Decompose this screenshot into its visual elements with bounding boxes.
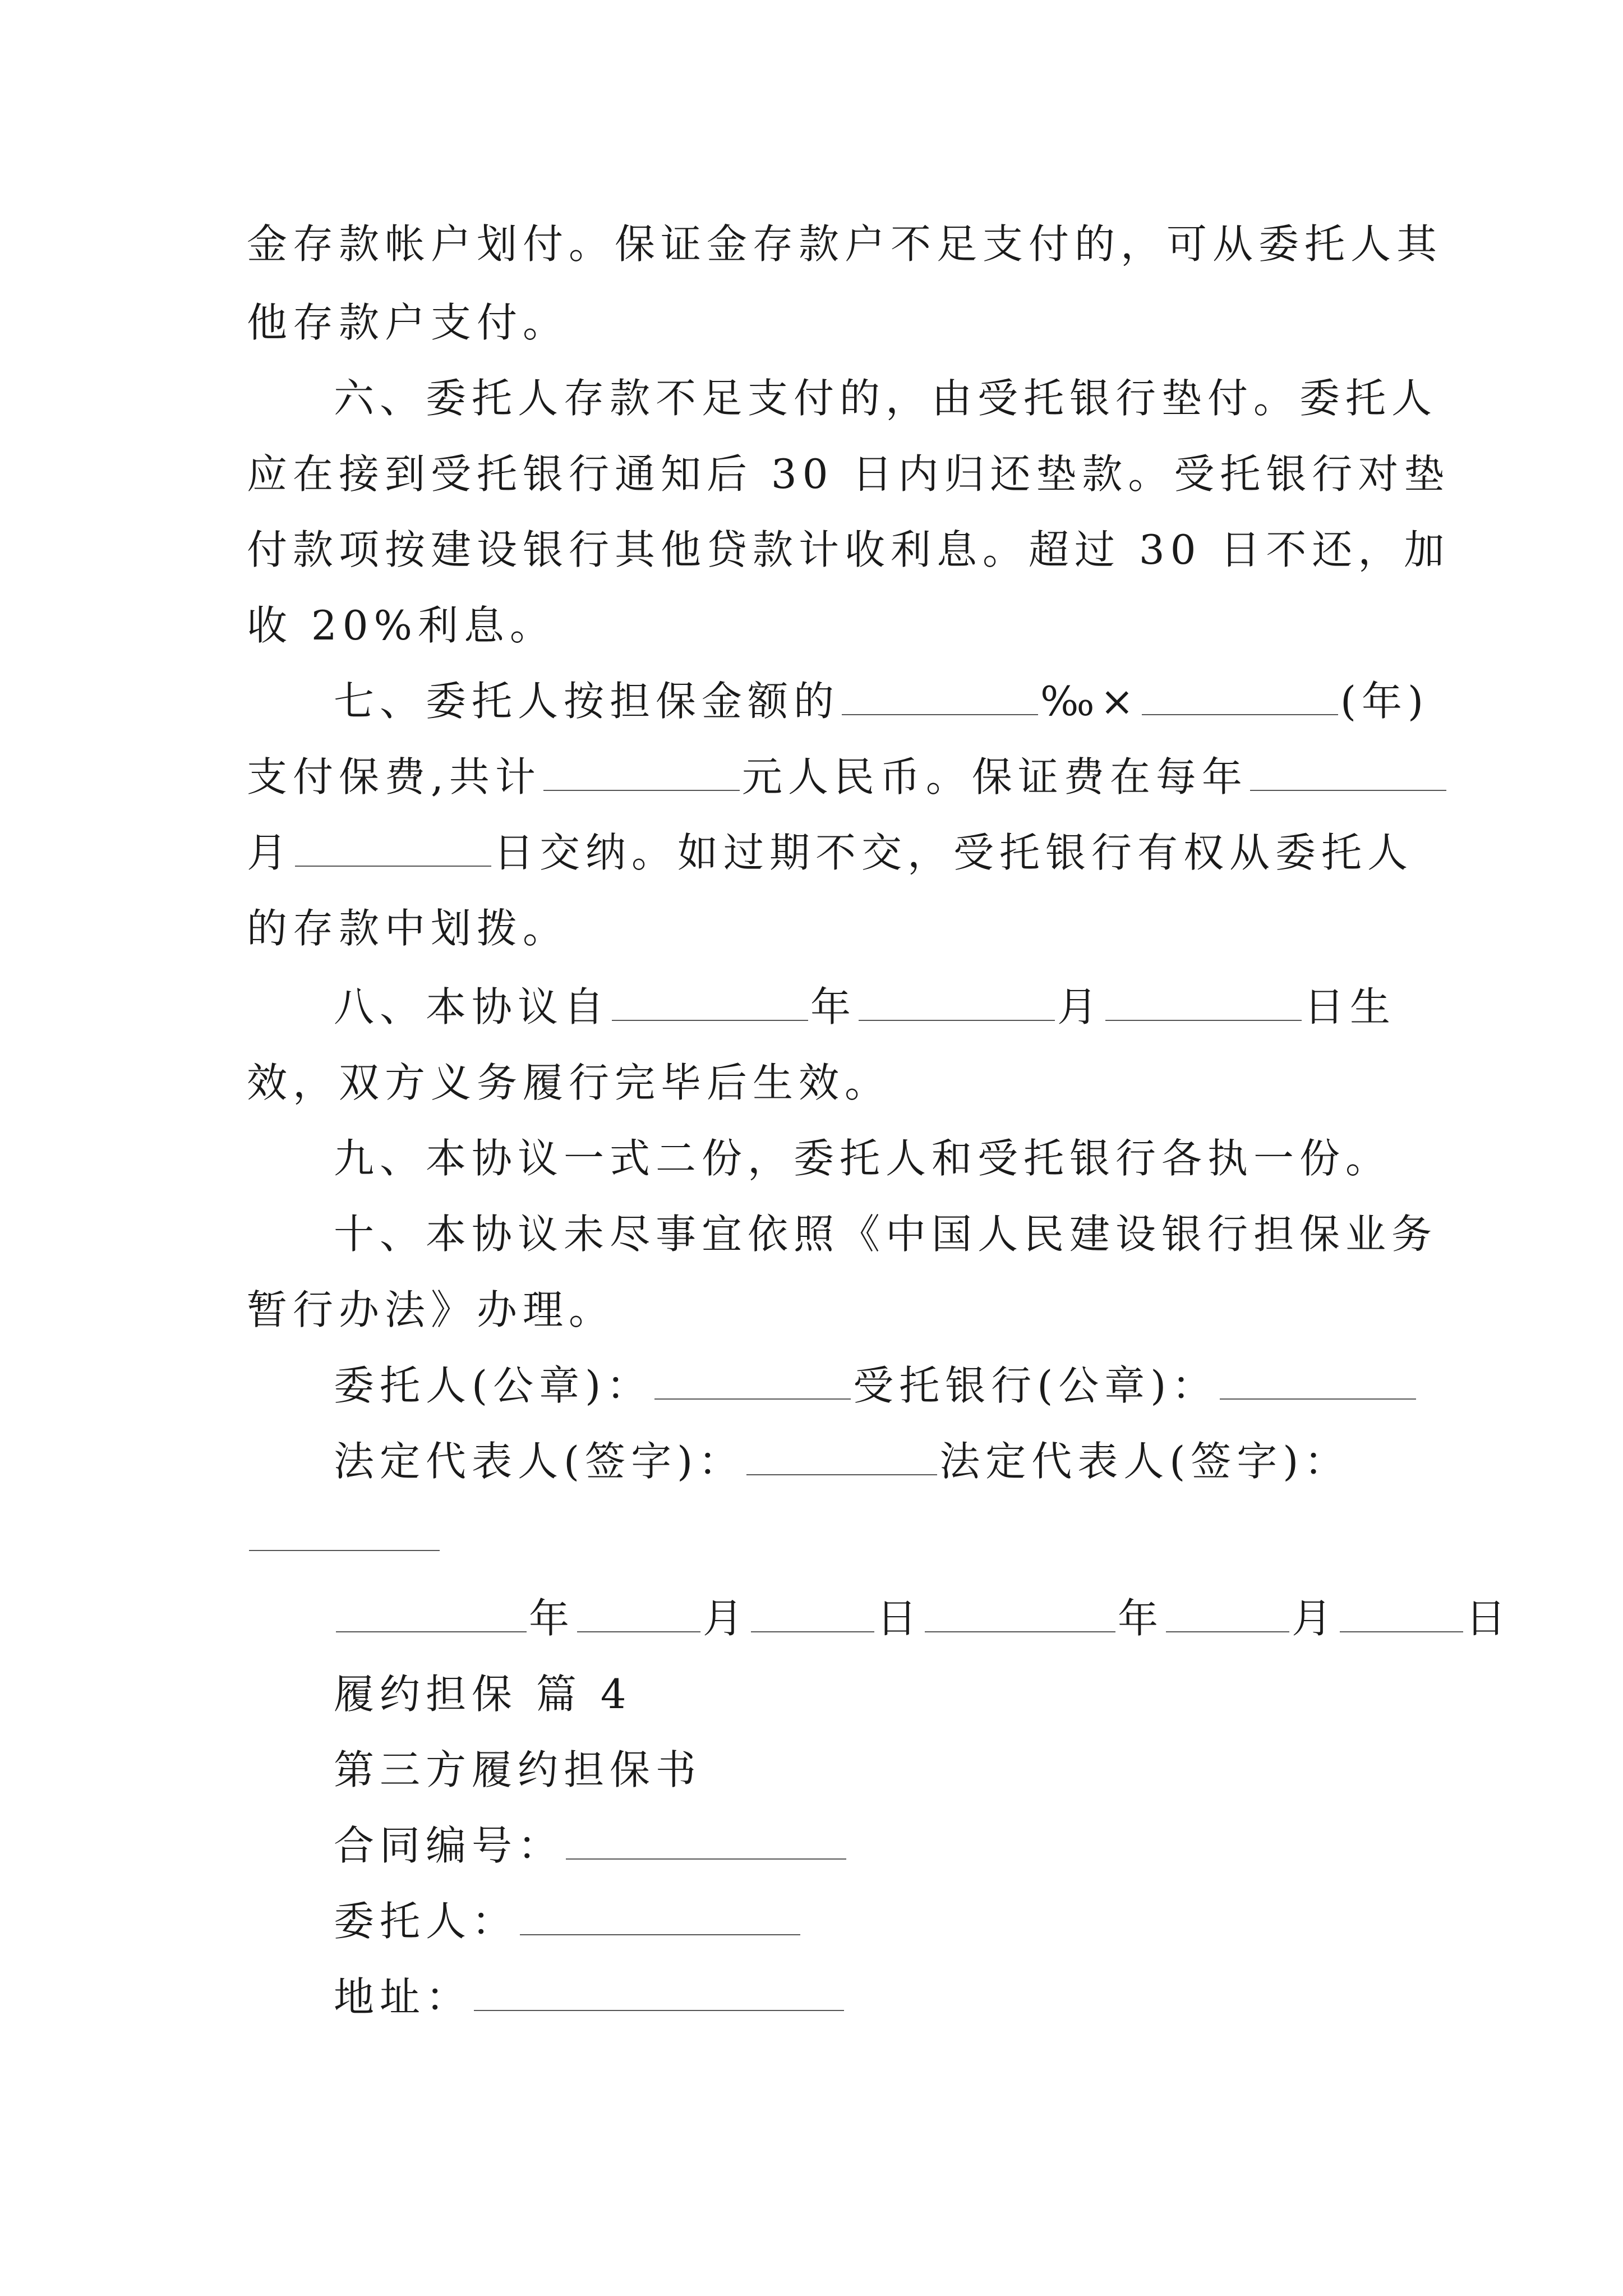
- clause-six-line: 六、委托人存款不足支付的，由受托银行垫付。委托人: [334, 375, 1438, 422]
- bank-rep-label: 法定代表人(签字)：: [939, 1438, 1350, 1485]
- month-text: 月: [247, 829, 293, 876]
- bank-seal-blank: [1220, 1367, 1416, 1400]
- month-text: 月: [1057, 983, 1104, 1030]
- date-year-blank-2: [925, 1600, 1115, 1632]
- principal-label: 委托人：: [334, 1898, 518, 1945]
- address-label: 地址：: [334, 1973, 472, 2021]
- paragraph-line: 效，双方义务履行完毕后生效。: [247, 1059, 891, 1106]
- date-month-label: 月: [703, 1595, 749, 1642]
- paragraph-line: 暂行办法》办理。: [247, 1286, 615, 1333]
- paragraph-line: 的存款中划拨。: [247, 905, 569, 952]
- signature-line-cont: [247, 1509, 442, 1565]
- date-month-blank-2: [1166, 1600, 1289, 1632]
- paragraph-line: 他存款户支付。: [247, 299, 569, 346]
- clause-nine-line: 九、本协议一式二份，委托人和受托银行各执一份。: [334, 1135, 1392, 1182]
- clause-seven-line: [334, 673, 1429, 729]
- date-day-blank-2: [1340, 1600, 1463, 1632]
- day-text: 日生: [1304, 983, 1396, 1030]
- paragraph-line: 应在接到受托银行通知后 30 日内归还垫款。受托银行对垫: [247, 450, 1450, 498]
- permille-text: ‰×: [1040, 678, 1140, 725]
- principal-seal-label: 委托人(公章)：: [334, 1362, 653, 1409]
- paragraph-line: 金存款帐户划付。保证金存款户不足支付的，可从委托人其: [247, 220, 1443, 268]
- address-blank: [474, 1978, 844, 2011]
- payment-text: 日交纳。如过期不交，受托银行有权从委托人: [494, 829, 1414, 876]
- date-year-blank-1: [336, 1600, 527, 1632]
- contract-number-label: 合同编号：: [334, 1822, 564, 1869]
- document-title: 第三方履约担保书: [334, 1746, 702, 1793]
- fee-text-2: 元人民币。保证费在每年: [741, 753, 1248, 800]
- principal-rep-label: 法定代表人(签字)：: [334, 1438, 745, 1485]
- principal-rep-blank: [746, 1443, 937, 1475]
- contract-number-line: [334, 1818, 849, 1874]
- date-year-label: 年: [1118, 1595, 1164, 1642]
- date-day-label: 日: [1465, 1595, 1512, 1642]
- section-heading: 履约担保 篇 4: [334, 1671, 632, 1718]
- address-line: [334, 1969, 846, 2025]
- date-month-blank-1: [577, 1600, 700, 1632]
- effective-month-blank: [859, 988, 1055, 1021]
- rate-blank: [842, 683, 1038, 715]
- paragraph-line: 付款项按建设银行其他贷款计收利息。超过 30 日不还，加: [247, 526, 1450, 573]
- effective-year-blank: [612, 988, 808, 1021]
- paragraph-line: 收 20%利息。: [247, 602, 556, 649]
- paragraph-line: [247, 825, 1413, 881]
- fee-text: 支付保费,共计: [247, 753, 541, 800]
- seal-line: [334, 1358, 1418, 1414]
- principal-line: [334, 1893, 803, 1949]
- date-month-label: 月: [1292, 1595, 1338, 1642]
- principal-seal-blank: [654, 1367, 851, 1400]
- amount-blank: [543, 758, 740, 791]
- day-blank: [295, 834, 491, 867]
- paragraph-line: [247, 749, 1449, 805]
- clause-ten-line: 十、本协议未尽事宜依照《中国人民建设银行担保业务: [334, 1211, 1438, 1258]
- date-day-label: 日: [877, 1595, 923, 1642]
- clause-eight-line: [334, 979, 1396, 1035]
- date-line: [334, 1590, 1511, 1646]
- years-blank: [1142, 683, 1338, 715]
- bank-rep-blank: [249, 1519, 440, 1551]
- date-day-blank-1: [751, 1600, 874, 1632]
- bank-seal-label: 受托银行(公章)：: [853, 1362, 1218, 1409]
- principal-blank: [520, 1903, 800, 1935]
- years-text: (年): [1340, 678, 1430, 725]
- effective-day-blank: [1105, 988, 1302, 1021]
- clause-eight-text: 八、本协议自: [334, 983, 610, 1030]
- year-text: 年: [810, 983, 857, 1030]
- clause-seven-text: 七、委托人按担保金额的: [334, 678, 840, 725]
- month-blank: [1250, 758, 1446, 791]
- signature-line: [334, 1433, 1350, 1489]
- contract-number-blank: [566, 1827, 846, 1860]
- date-year-label: 年: [529, 1595, 575, 1642]
